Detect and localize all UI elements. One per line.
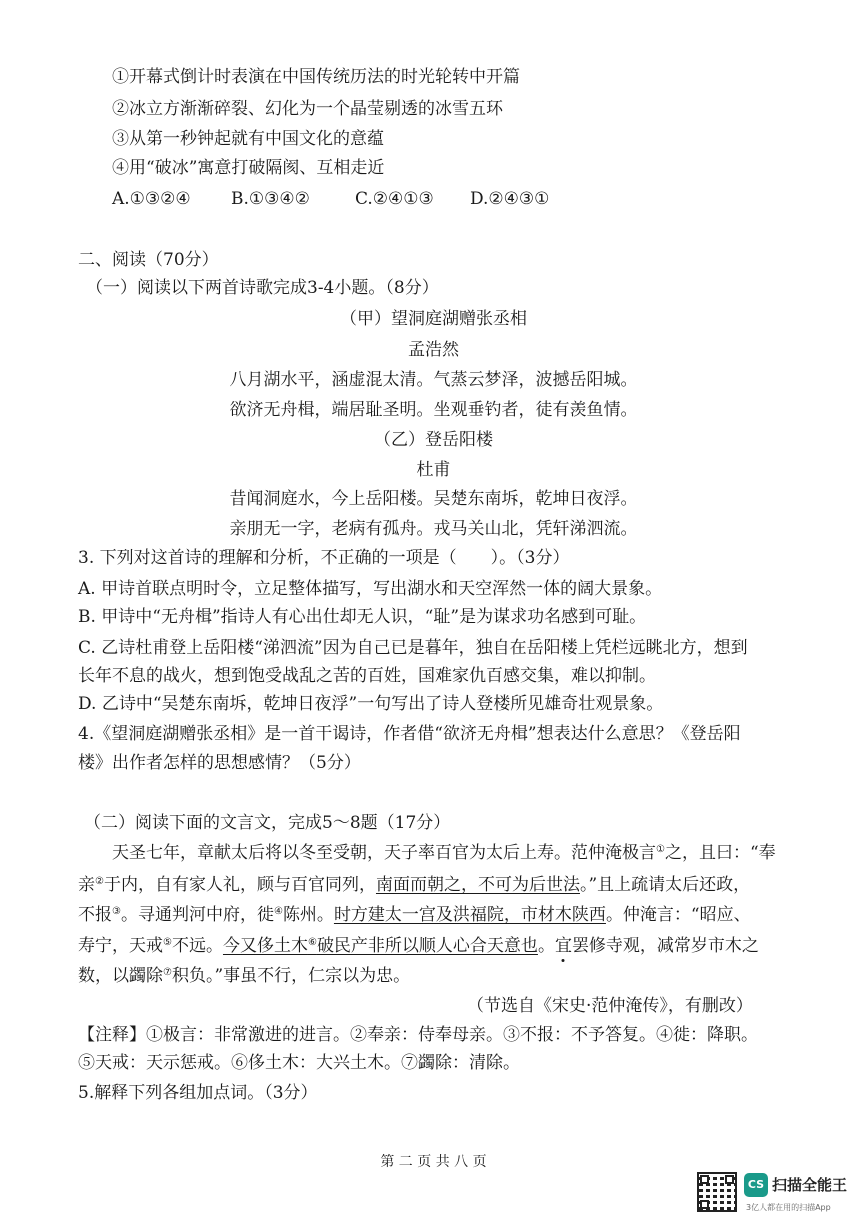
scanner-app-name: 扫描全能王 xyxy=(772,1176,848,1194)
q3-option-c-cont: 长年不息的战火，想到饱受战乱之苦的百姓，国难家仇百感交集，难以抑制。 xyxy=(78,666,656,686)
poem-b-line-2: 亲朋无一字，老病有孤舟。戎马关山北，凭轩涕泗流。 xyxy=(229,519,638,539)
choice-d: D.②④③① xyxy=(470,189,550,209)
passage-line-3: 不报③。寻通判河中府，徙④陈州。时方建太一宫及洪福院，市材木陕西。仲淹言：“昭应、 xyxy=(78,905,751,925)
q4-line-1: 4.《望洞庭湖赠张丞相》是一首干谒诗，作者借“欲济无舟楫”想表达什么意思？《登岳阳 xyxy=(78,724,741,744)
q4-line-2: 楼》出作者怎样的思想感情？（5分） xyxy=(78,753,361,773)
option-2: ②冰立方渐渐碎裂、幻化为一个晶莹剔透的冰雪五环 xyxy=(112,99,503,119)
section-heading: 二、阅读（70分） xyxy=(78,250,219,270)
passage-line-2: 亲②于内，自有家人礼，顾与百官同列，南面而朝之，不可为后世法。”且上疏请太后还政， xyxy=(78,875,751,895)
passage-line-1: 天圣七年，章献太后将以冬至受朝，天子率百官为太后上寿。范仲淹极言①之，且曰：“奉 xyxy=(112,843,776,863)
question-5: 5.解释下列各组加点词。（3分） xyxy=(78,1083,318,1103)
notes-line-2: ⑤天戒：天示惩戒。⑥侈土木：大兴土木。⑦蠲除：清除。 xyxy=(78,1053,520,1073)
choice-a: A.①③②④ xyxy=(112,189,191,209)
passage-line-5: 数，以蠲除⑦积负。”事虽不行，仁宗以为忠。 xyxy=(78,966,411,986)
part2-heading: （二）阅读下面的文言文，完成5～8题（17分） xyxy=(84,813,451,833)
part1-heading: （一）阅读以下两首诗歌完成3-4小题。（8分） xyxy=(86,278,439,298)
qr-code-icon xyxy=(697,1172,737,1212)
dotted-word: 宜 xyxy=(554,936,572,956)
poem-a-author: 孟浩然 xyxy=(408,340,459,360)
passage-line-4: 寿宁，天戒⑤不远。今又侈土木⑥破民产非所以顺人心合天意也。宜罢修寺观，减常岁市木之 xyxy=(78,936,759,956)
underlined-sentence-3: 今又侈土木⑥破民产非所以顺人心合天意也 xyxy=(222,936,538,956)
passage-source: （节选自《宋史·范仲淹传》，有删改） xyxy=(467,996,753,1016)
page-footer: 第 二 页 共 八 页 xyxy=(380,1154,487,1170)
choice-c: C.②④①③ xyxy=(355,189,434,209)
camscanner-logo-icon: CS xyxy=(744,1173,768,1197)
q3-option-b: B. 甲诗中“无舟楫”指诗人有心出仕却无人识，“耻”是为谋求功名感到可耻。 xyxy=(78,607,647,627)
option-1: ①开幕式倒计时表演在中国传统历法的时光轮转中开篇 xyxy=(112,67,520,87)
option-3: ③从第一秒钟起就有中国文化的意蕴 xyxy=(112,129,384,149)
scanner-tagline: 3亿人都在用的扫描App xyxy=(746,1203,831,1212)
notes-line-1: 【注释】①极言：非常激进的进言。②奉亲：侍奉母亲。③不报：不予答复。④徙：降职。 xyxy=(78,1025,758,1045)
choice-b: B.①③④② xyxy=(231,189,310,209)
poem-a-title: （甲）望洞庭湖赠张丞相 xyxy=(340,309,527,329)
poem-b-line-1: 昔闻洞庭水，今上岳阳楼。吴楚东南坼，乾坤日夜浮。 xyxy=(229,489,638,509)
q3-option-a: A. 甲诗首联点明时令，立足整体描写，写出湖水和天空浑然一体的阔大景象。 xyxy=(78,579,663,599)
poem-a-line-1: 八月湖水平，涵虚混太清。气蒸云梦泽，波撼岳阳城。 xyxy=(229,370,638,390)
underlined-sentence-2: 时方建太一宫及洪福院，市材木陕西 xyxy=(333,905,606,925)
underlined-sentence-1: 南面而朝之，不可为后世法 xyxy=(375,875,580,895)
poem-b-title: （乙）登岳阳楼 xyxy=(374,430,493,450)
q3-option-d: D. 乙诗中“吴楚东南坼，乾坤日夜浮”一句写出了诗人登楼所见雄奇壮观景象。 xyxy=(78,694,664,714)
poem-a-line-2: 欲济无舟楫，端居耻圣明。坐观垂钓者，徒有羡鱼情。 xyxy=(229,400,638,420)
q3-stem: 3. 下列对这首诗的理解和分析，不正确的一项是（ ）。（3分） xyxy=(78,548,570,568)
poem-b-author: 杜甫 xyxy=(416,460,451,480)
q3-option-c: C. 乙诗杜甫登上岳阳楼“涕泗流”因为自己已是暮年，独自在岳阳楼上凭栏远眺北方，想到 xyxy=(78,638,748,658)
option-4: ④用“破冰”寓意打破隔阂、互相走近 xyxy=(112,158,385,178)
